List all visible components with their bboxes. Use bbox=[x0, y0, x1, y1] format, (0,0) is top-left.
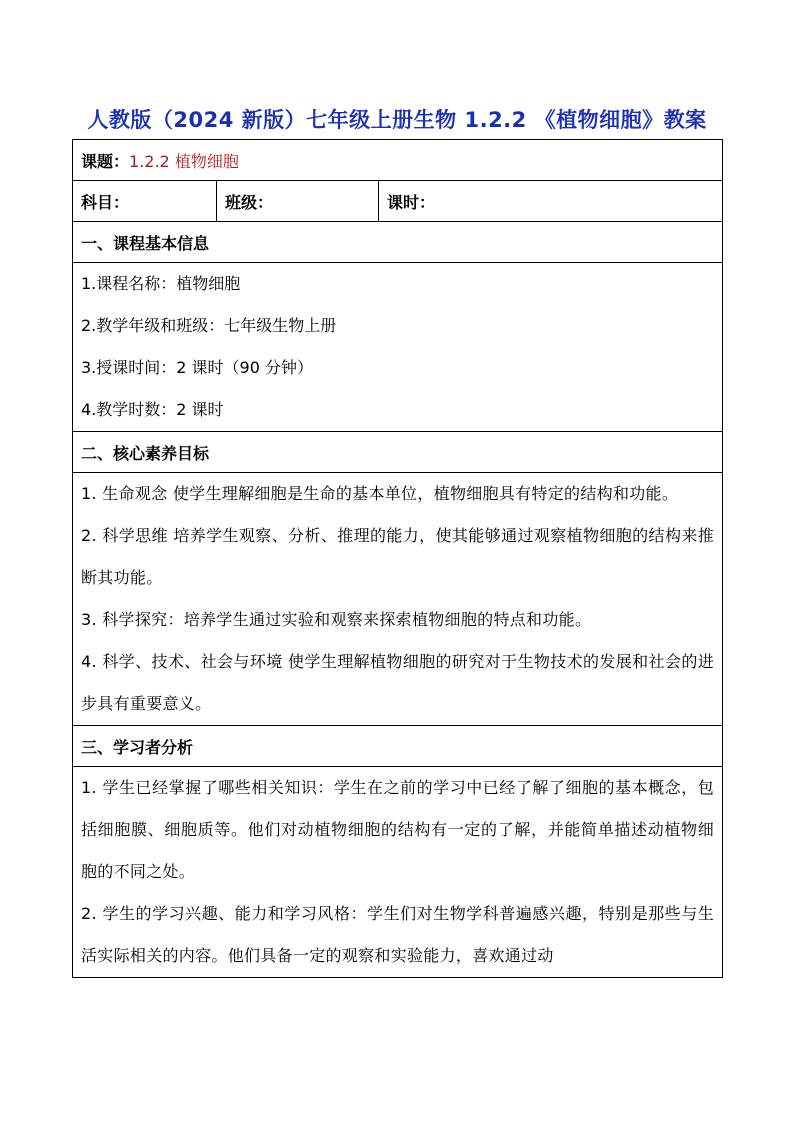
course-info-item: 3.授课时间：2 课时（90 分钟） bbox=[81, 358, 313, 377]
section1-body bbox=[73, 263, 723, 432]
section2-heading: 二、核心素养目标 bbox=[73, 432, 723, 473]
lesson-plan-table bbox=[72, 139, 723, 978]
course-info-item: 4.教学时数：2 课时 bbox=[81, 400, 224, 419]
topic-value: 1.2.2 植物细胞 bbox=[129, 151, 239, 171]
section3-body bbox=[73, 767, 723, 978]
section-heading-row bbox=[73, 222, 723, 263]
document-title: 人教版（2024 新版）七年级上册生物 1.2.2 《植物细胞》教案 bbox=[87, 108, 707, 132]
meta-row bbox=[73, 181, 723, 222]
section3-body-row bbox=[73, 767, 723, 978]
section1-heading: 一、课程基本信息 bbox=[73, 222, 723, 263]
learner-analysis-item: 1. 学生已经掌握了哪些相关知识：学生在之前的学习中已经了解了细胞的基本概念，包括细胞膜、细胞质等。他们对动植物细胞的结构有一定的了解，并能简单描述动植物细胞的不同之处。 bbox=[81, 778, 715, 881]
goal-item: 1. 生命观念 使学生理解细胞是生命的基本单位，植物细胞具有特定的结构和功能。 bbox=[81, 484, 679, 503]
section3-heading: 三、学习者分析 bbox=[73, 726, 723, 767]
section2-body-row bbox=[73, 473, 723, 726]
goal-item: 2. 科学思维 培养学生观察、分析、推理的能力，使其能够通过观察植物细胞的结构来推断其功能。 bbox=[81, 526, 715, 587]
section-heading-row bbox=[73, 432, 723, 473]
section2-body bbox=[73, 473, 723, 726]
topic-row bbox=[73, 140, 723, 181]
hours-cell: 课时： bbox=[379, 181, 723, 222]
learner-analysis-item: 2. 学生的学习兴趣、能力和学习风格：学生们对生物学科普遍感兴趣，特别是那些与生活实际相关的内容。他们具备一定的观察和实验能力，喜欢通过动 bbox=[81, 904, 715, 965]
course-info-item: 2.教学年级和班级：七年级生物上册 bbox=[81, 316, 337, 335]
subject-cell: 科目： bbox=[73, 181, 217, 222]
section-heading-row bbox=[73, 726, 723, 767]
goal-item: 3. 科学探究：培养学生通过实验和观察来探索植物细胞的特点和功能。 bbox=[81, 610, 592, 629]
topic-label: 课题： bbox=[81, 151, 130, 171]
course-info-item: 1.课程名称：植物细胞 bbox=[81, 274, 241, 293]
class-cell: 班级： bbox=[217, 181, 379, 222]
topic-cell bbox=[73, 140, 723, 181]
goal-item: 4. 科学、技术、社会与环境 使学生理解植物细胞的研究对于生物技术的发展和社会的进步具有重要意义。 bbox=[81, 652, 715, 713]
section1-body-row bbox=[73, 263, 723, 432]
